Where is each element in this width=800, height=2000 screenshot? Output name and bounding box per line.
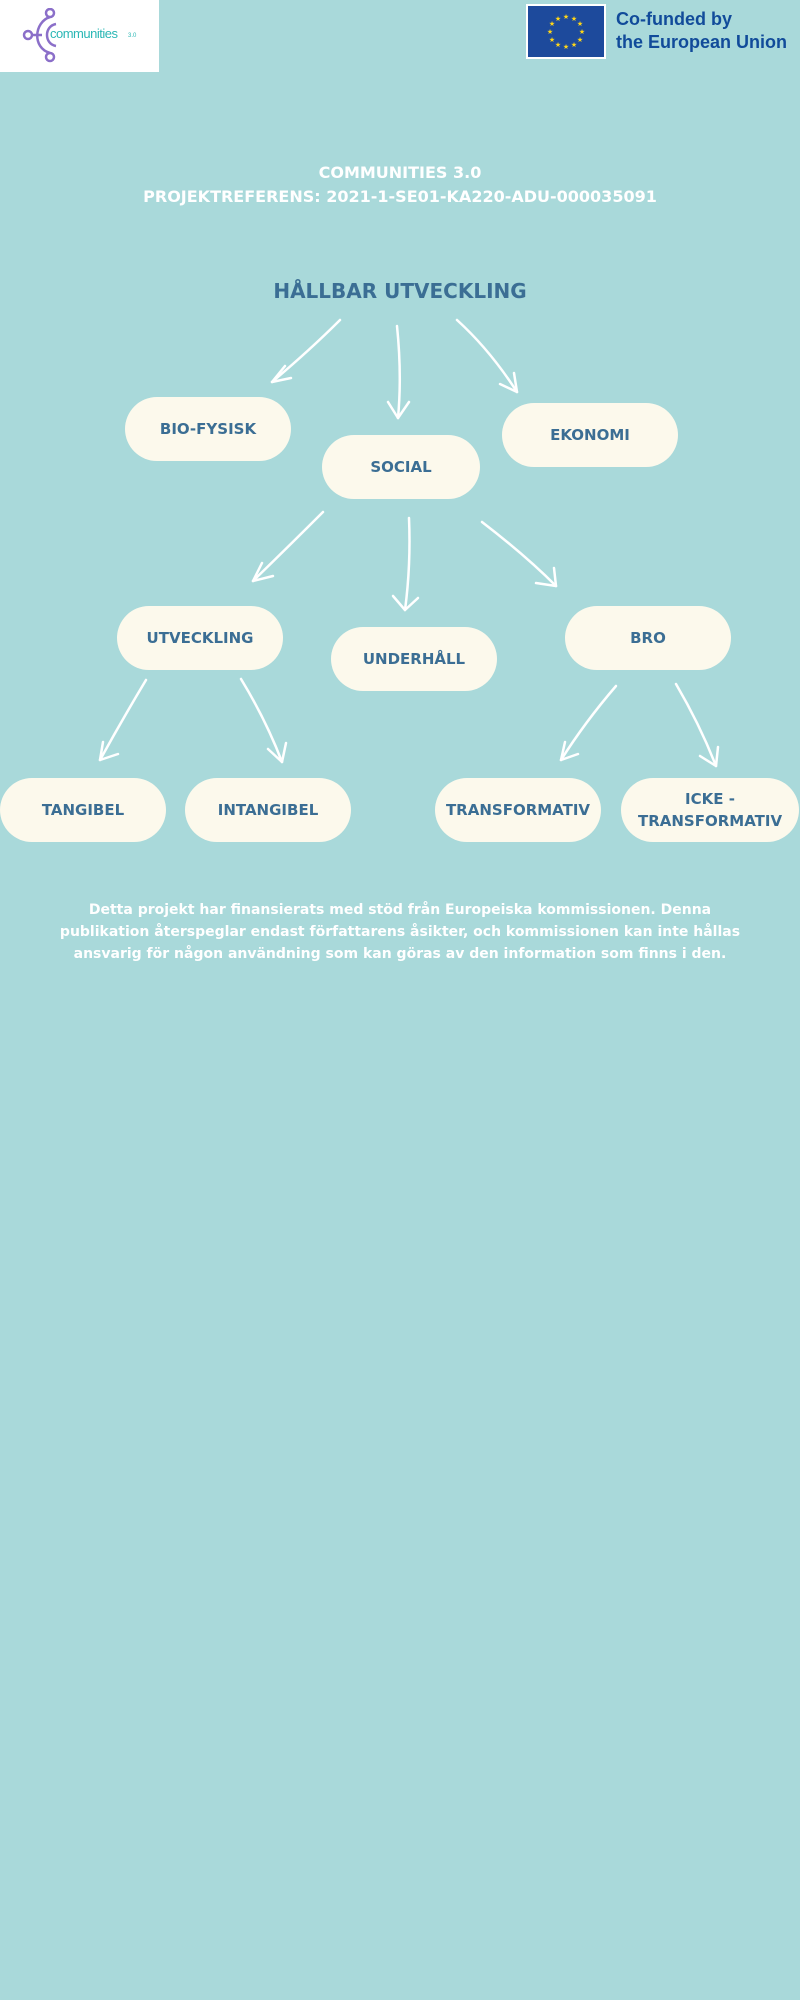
arrow-title-to-ekonomi <box>457 320 517 392</box>
node-utveckling: UTVECKLING <box>117 606 283 670</box>
arrow-title-to-biofysisk <box>272 320 340 382</box>
logo-version: 3.0 <box>128 33 137 39</box>
arrow-bro-to-transformativ <box>561 686 616 760</box>
node-bro: BRO <box>565 606 731 670</box>
svg-text:★: ★ <box>548 36 556 44</box>
arrow-social-to-bro <box>482 522 556 586</box>
svg-text:★: ★ <box>578 28 586 36</box>
svg-text:★: ★ <box>546 28 554 36</box>
project-reference: PROJEKTREFERENS: 2021-1-SE01-KA220-ADU-000035091 <box>143 187 657 206</box>
node-intangibel: INTANGIBEL <box>185 778 351 842</box>
svg-text:★: ★ <box>576 20 584 28</box>
logo-name: communities <box>50 26 118 41</box>
node-tangibel: TANGIBEL <box>0 778 166 842</box>
eu-line-2: the European Union <box>616 32 787 52</box>
node-icke-transformativ: ICKE - TRANSFORMATIV <box>621 778 799 842</box>
arrow-social-to-utveckling <box>253 512 323 581</box>
node-transformativ: TRANSFORMATIV <box>435 778 601 842</box>
project-name: COMMUNITIES 3.0 <box>318 163 482 182</box>
arrow-social-to-underhall <box>393 518 418 610</box>
node-ekonomi: EKONOMI <box>502 403 678 467</box>
node-social: SOCIAL <box>322 435 480 499</box>
svg-text:★: ★ <box>548 20 556 28</box>
node-underhall: UNDERHÅLL <box>331 627 497 691</box>
arrow-bro-to-icke-transformativ <box>676 684 718 766</box>
svg-text:★: ★ <box>554 41 562 49</box>
svg-text:★: ★ <box>562 13 570 21</box>
diagram-title: HÅLLBAR UTVECKLING <box>273 279 527 303</box>
node-bio-fysisk: BIO-FYSISK <box>125 397 291 461</box>
arrow-utveckling-to-tangibel <box>100 680 146 760</box>
funding-disclaimer: Detta projekt har finansierats med stöd från Europeiska kommissionen. Denna publikation återspeglar endast författarens åsikter, och kommissionen kan inte hållas ansvarig för någon användning som kan göras av den information som finns i den. <box>59 902 741 962</box>
svg-text:★: ★ <box>570 41 578 49</box>
svg-text:★: ★ <box>570 15 578 23</box>
arrow-title-to-social <box>388 326 409 418</box>
svg-text:★: ★ <box>562 43 570 51</box>
arrow-utveckling-to-intangibel <box>241 679 286 762</box>
svg-text:★: ★ <box>576 36 584 44</box>
svg-text:★: ★ <box>554 15 562 23</box>
eu-line-1: Co-funded by <box>616 9 732 29</box>
